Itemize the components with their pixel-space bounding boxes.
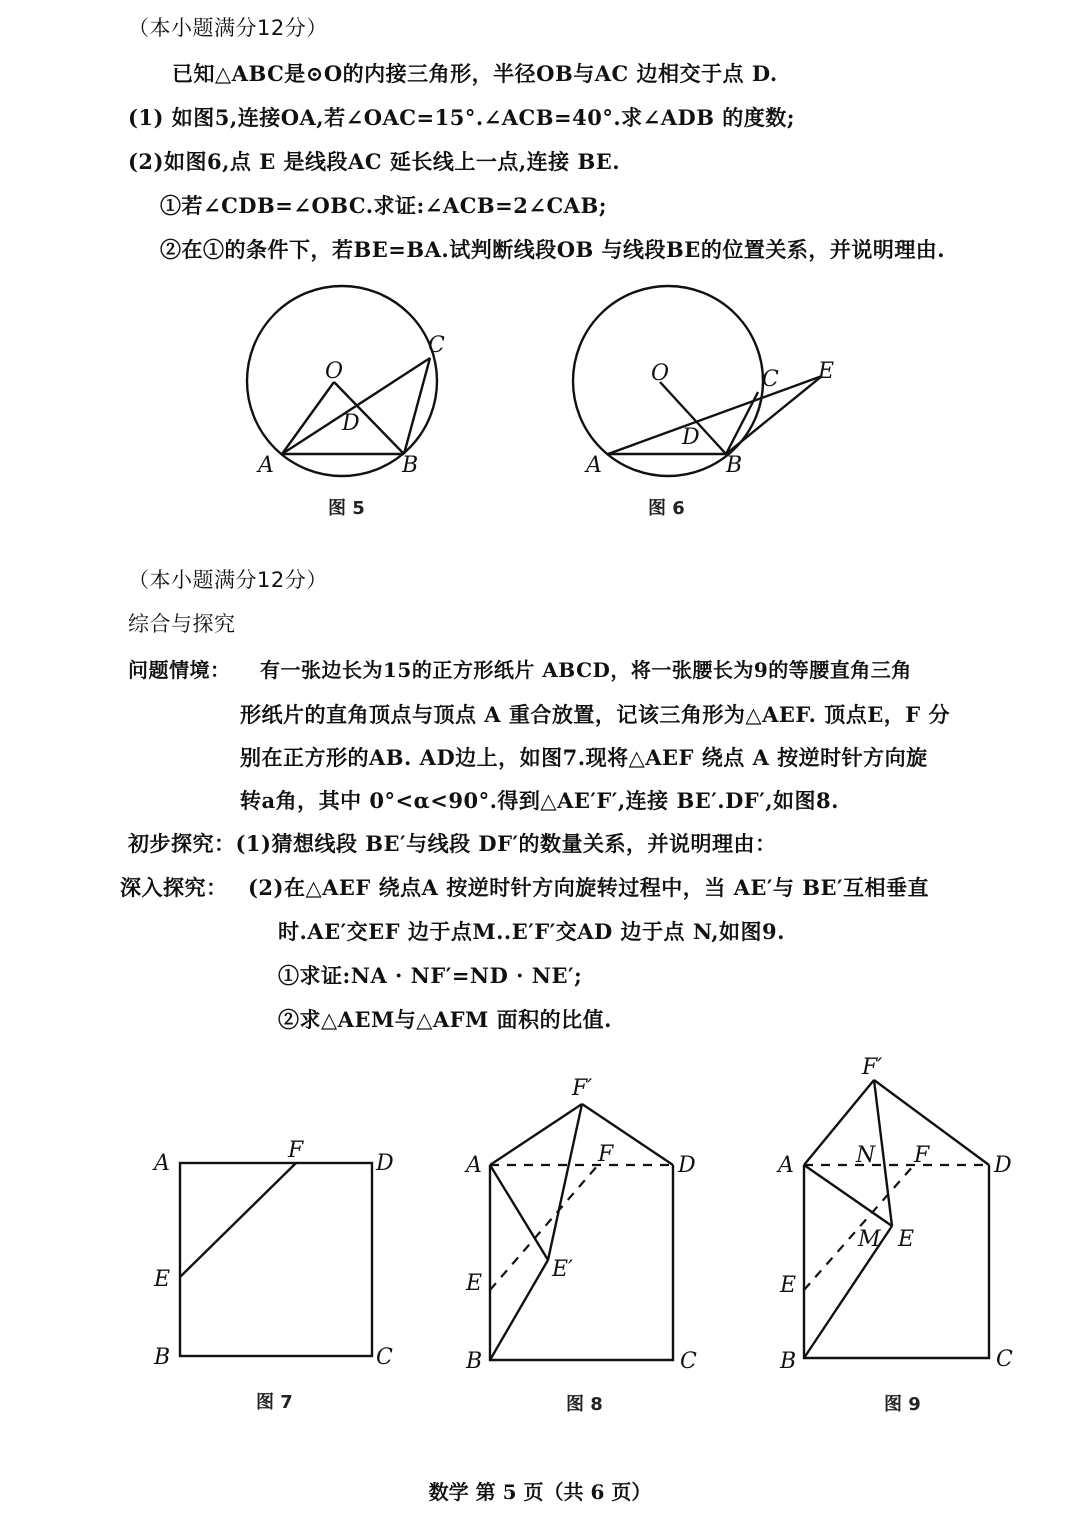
fig6-label-o: O bbox=[651, 361, 670, 386]
fig8-caption: 图 8 bbox=[566, 1394, 603, 1415]
q2-deep-1: (2)在△AEF 绕点A 按逆时针方向旋转过程中，当 AE′与 BE′互相垂直 bbox=[248, 875, 930, 900]
fig8-label-f: F bbox=[598, 1142, 614, 1167]
fig9-label-d: D bbox=[994, 1153, 1012, 1178]
q2-prelim: 初步探究：(1)猜想线段 BE′与线段 DF′的数量关系，并说明理由： bbox=[128, 831, 777, 856]
fig8-segment-f1e1 bbox=[548, 1104, 582, 1260]
fig9-label-a: A bbox=[778, 1153, 794, 1178]
fig8-label-d: D bbox=[678, 1153, 696, 1178]
fig7-label-a: A bbox=[154, 1151, 170, 1176]
fig9-segment-ae bbox=[804, 1165, 892, 1226]
fig6-label-e: E bbox=[818, 359, 835, 384]
fig8-segment-ae1 bbox=[490, 1165, 548, 1260]
fig9-label-e-rotated: E bbox=[898, 1227, 915, 1252]
fig9-caption: 图 9 bbox=[884, 1394, 921, 1415]
fig9-label-f: F bbox=[914, 1143, 930, 1168]
fig8-label-a: A bbox=[466, 1153, 482, 1178]
fig7-label-e: E bbox=[154, 1267, 171, 1292]
fig7-label-c: C bbox=[376, 1345, 393, 1370]
q2-header: （本小题满分12分） bbox=[128, 568, 328, 592]
q1-part1: (1) 如图5,连接OA,若∠OAC=15°.∠ACB=40°.求∠ADB 的度数; bbox=[128, 105, 796, 130]
fig9-label-m: M bbox=[858, 1227, 881, 1252]
fig9-square bbox=[804, 1165, 989, 1358]
q2-situation-3: 别在正方形的AB. AD边上，如图7.现将△AEF 绕点 A 按逆时针方向旋 bbox=[240, 745, 928, 770]
fig7-caption: 图 7 bbox=[256, 1392, 293, 1413]
fig9-segment-f1d bbox=[874, 1080, 989, 1165]
fig8-label-f1: F′ bbox=[572, 1076, 593, 1101]
fig6-label-a: A bbox=[586, 453, 602, 478]
fig6-caption: 图 6 bbox=[648, 498, 685, 519]
fig8-label-b: B bbox=[466, 1349, 483, 1374]
fig5-label-d: D bbox=[342, 411, 360, 436]
q2-situation-2: 形纸片的直角顶点与顶点 A 重合放置，记该三角形为△AEF. 顶点E，F 分 bbox=[240, 702, 951, 727]
fig8-square bbox=[490, 1165, 673, 1360]
fig7-square bbox=[180, 1163, 372, 1356]
q2-deep-b: ②求△AEM与△AFM 面积的比值. bbox=[278, 1007, 612, 1032]
fig6-label-b: B bbox=[726, 453, 743, 478]
q2-section: 综合与探究 bbox=[128, 612, 236, 636]
fig9-label-f1: F′ bbox=[862, 1055, 883, 1080]
fig7-label-f: F bbox=[288, 1138, 304, 1163]
fig7-segment-ef bbox=[180, 1163, 296, 1277]
q1-part2b: ②在①的条件下，若BE=BA.试判断线段OB 与线段BE的位置关系，并说明理由. bbox=[160, 237, 946, 262]
q2-situation-1: 有一张边长为15的正方形纸片 ABCD，将一张腰长为9的等腰直角三角 bbox=[260, 658, 912, 682]
fig8-segment-af1 bbox=[490, 1104, 582, 1165]
q2-situation-label: 问题情境： bbox=[128, 658, 231, 682]
fig7-label-b: B bbox=[154, 1345, 171, 1370]
fig9-label-e: E bbox=[780, 1273, 797, 1298]
fig9-label-b: B bbox=[780, 1349, 797, 1374]
q1-part2a: ①若∠CDB=∠OBC.求证:∠ACB=2∠CAB; bbox=[160, 193, 607, 218]
figure-8 bbox=[464, 1076, 697, 1415]
fig7-label-d: D bbox=[376, 1151, 394, 1176]
fig6-label-c: C bbox=[762, 367, 779, 392]
q1-intro: 已知△ABC是⊙O的内接三角形，半径OB与AC 边相交于点 D. bbox=[172, 61, 778, 86]
fig5-label-c: C bbox=[428, 333, 445, 358]
q1-header: （本小题满分12分） bbox=[128, 16, 328, 40]
q2-situation-4: 转a角，其中 0°<α<90°.得到△AE′F′,连接 BE′.DF′,如图8. bbox=[240, 788, 839, 813]
fig9-label-n: N bbox=[856, 1143, 876, 1168]
fig8-label-e1: E′ bbox=[552, 1257, 574, 1282]
fig9-label-c: C bbox=[996, 1347, 1013, 1372]
fig5-caption: 图 5 bbox=[328, 498, 365, 519]
fig5-label-o: O bbox=[325, 359, 344, 384]
q2-deep-a: ①求证:NA · NF′=ND · NE′; bbox=[278, 963, 583, 988]
fig5-label-a: A bbox=[258, 453, 274, 478]
figure-7 bbox=[152, 1138, 394, 1413]
figure-9 bbox=[776, 1055, 1013, 1415]
fig8-label-c: C bbox=[680, 1349, 697, 1374]
q2-deep-label: 深入探究： bbox=[120, 875, 228, 900]
fig5-label-b: B bbox=[402, 453, 419, 478]
fig8-label-e: E bbox=[466, 1271, 483, 1296]
fig8-segment-f1d bbox=[582, 1104, 673, 1165]
q1-part2: (2)如图6,点 E 是线段AC 延长线上一点,连接 BE. bbox=[128, 149, 621, 174]
page-footer: 数学 第 5 页（共 6 页） bbox=[428, 1480, 652, 1504]
q2-deep-2: 时.AE′交EF 边于点M..E′F′交AD 边于点 N,如图9. bbox=[278, 919, 785, 944]
fig9-segment-f1e bbox=[874, 1080, 892, 1226]
fig6-label-d: D bbox=[682, 425, 700, 450]
fig8-segment-be1 bbox=[490, 1260, 548, 1360]
fig8-segment-ef bbox=[490, 1165, 598, 1290]
